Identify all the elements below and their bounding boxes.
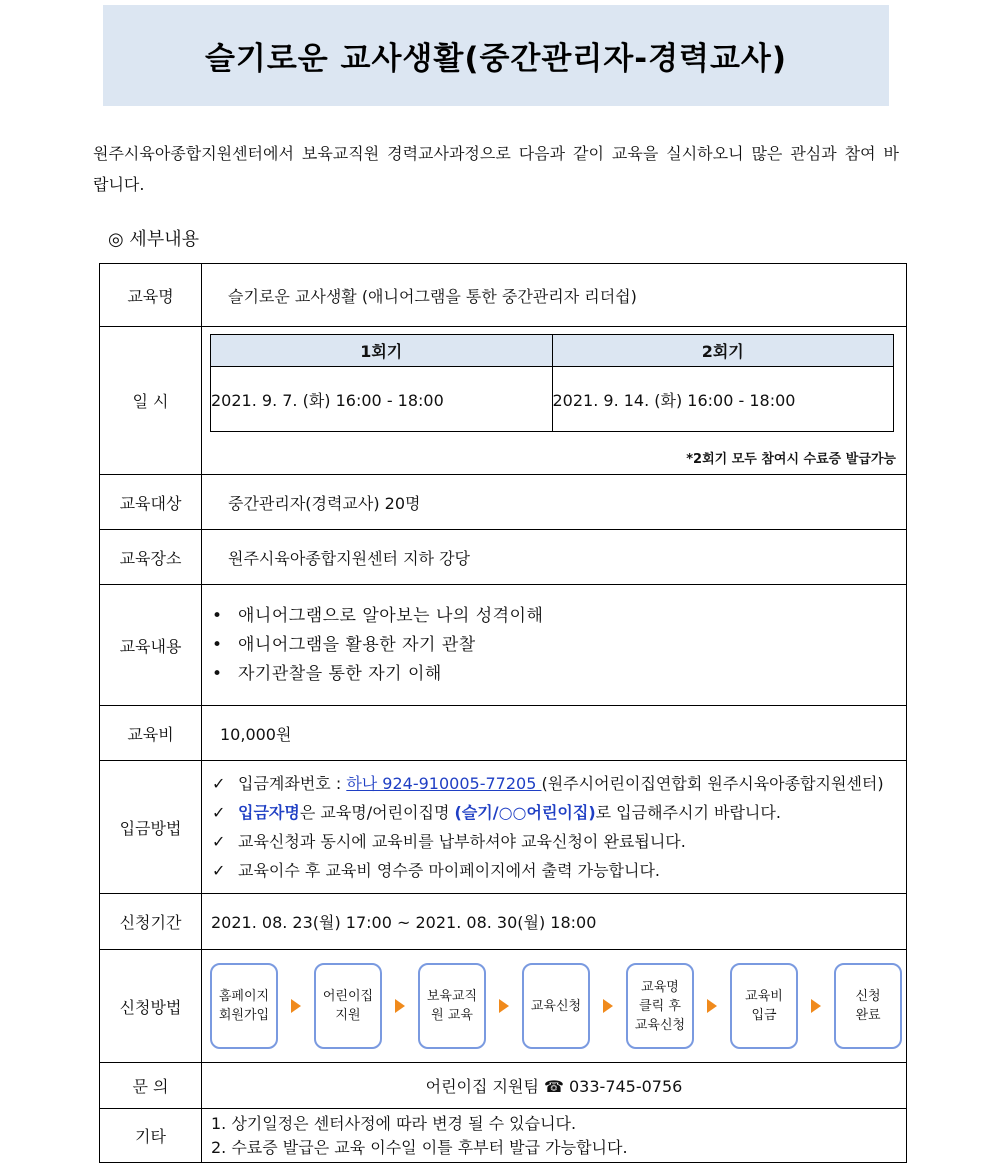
step-box: 홈페이지 회원가입 <box>210 963 278 1049</box>
label-target: 교육대상 <box>100 475 202 530</box>
row-payment <box>100 761 907 894</box>
depositor-text: 은 교육명/어린이집명 <box>299 803 455 822</box>
row-course-name <box>100 264 907 327</box>
etc-line-1: 1. 상기일정은 센터사정에 따라 변경 될 수 있습니다. <box>211 1113 577 1133</box>
step-box: 교육비 입금 <box>730 963 798 1049</box>
check-icon: ✓ <box>212 861 226 880</box>
label-course-name: 교육명 <box>100 264 202 327</box>
account-holder: (원주시어린이집연합회 원주시육아종합지원센터) <box>541 774 884 793</box>
check-icon: ✓ <box>212 803 226 822</box>
list-item <box>212 856 906 885</box>
step-box: 어린이집 지원 <box>314 963 382 1049</box>
value-contact: 어린이집 지원팀 ☎ 033-745-0756 <box>202 1063 907 1109</box>
row-contact <box>100 1063 907 1109</box>
check-icon: ✓ <box>212 774 226 793</box>
row-etc <box>100 1109 907 1163</box>
row-place <box>100 530 907 585</box>
depositor-suffix: 로 입금해주시기 바랍니다. <box>595 803 781 822</box>
label-content: 교육내용 <box>100 585 202 706</box>
arrow-right-icon <box>590 965 626 1047</box>
list-item: • 애니어그램으로 알아보는 나의 성격이해 <box>212 602 906 631</box>
label-method: 신청방법 <box>100 950 202 1063</box>
session2-date: 2021. 9. 14. (화) 16:00 - 18:00 <box>552 367 894 432</box>
list-item <box>212 798 906 827</box>
step-box: 교육명 클릭 후 교육신청 <box>626 963 694 1049</box>
application-flow <box>202 963 906 1049</box>
payment-note: 교육신청과 동시에 교육비를 납부하셔야 교육신청이 완료됩니다. <box>238 832 686 851</box>
label-fee: 교육비 <box>100 706 202 761</box>
details-table <box>99 263 907 1163</box>
row-schedule <box>100 327 907 475</box>
row-content <box>100 585 907 706</box>
etc-line-2: 2. 수료증 발급은 교육 이수일 이틀 후부터 발급 가능합니다. <box>211 1137 628 1157</box>
arrow-right-icon <box>486 965 522 1047</box>
arrow-right-icon <box>382 965 418 1047</box>
check-icon: ✓ <box>212 832 226 851</box>
row-fee <box>100 706 907 761</box>
label-schedule: 일 시 <box>100 327 202 475</box>
label-payment: 입금방법 <box>100 761 202 894</box>
session2-header: 2회기 <box>552 335 894 367</box>
value-target: 중간관리자(경력교사) 20명 <box>228 493 421 513</box>
section-heading: ◎ 세부내용 <box>108 229 199 250</box>
step-box: 신청 완료 <box>834 963 902 1049</box>
value-fee: 10,000원 <box>220 724 292 744</box>
label-place: 교육장소 <box>100 530 202 585</box>
arrow-right-icon <box>278 965 314 1047</box>
intro-text: 원주시육아종합지원센터에서 보육교직원 경력교사과정으로 다음과 같이 교육을 실시하오니 많은 관심과 참여 바랍니다. <box>93 144 899 194</box>
value-course-name: 슬기로운 교사생활 (애니어그램을 통한 중간관리자 리더쉽) <box>228 286 637 306</box>
content-list <box>202 602 906 689</box>
account-label: 입금계좌번호 : <box>238 774 347 793</box>
row-target <box>100 475 907 530</box>
title-banner <box>103 5 889 106</box>
list-item: • 애니어그램을 활용한 자기 관찰 <box>212 631 906 660</box>
step-box: 교육신청 <box>522 963 590 1049</box>
depositor-example: (슬기/○○어린이집) <box>454 803 596 822</box>
label-period: 신청기간 <box>100 894 202 950</box>
list-item: • 자기관찰을 통한 자기 이해 <box>212 660 906 689</box>
list-item <box>212 827 906 856</box>
value-place: 원주시육아종합지원센터 지하 강당 <box>228 548 471 568</box>
certificate-note: *2회기 모두 참여시 수료증 발급가능 <box>686 452 896 467</box>
schedule-table <box>210 334 894 432</box>
list-item <box>212 769 906 798</box>
label-etc: 기타 <box>100 1109 202 1163</box>
row-method <box>100 950 907 1063</box>
page-title: 슬기로운 교사생활(중간관리자-경력교사) <box>204 41 788 77</box>
row-period <box>100 894 907 950</box>
label-contact: 문 의 <box>100 1063 202 1109</box>
depositor-name-label: 입금자명 <box>238 803 300 822</box>
account-number: 하나 924-910005-77205 <box>346 774 542 793</box>
payment-list <box>202 769 906 885</box>
receipt-note: 교육이수 후 교육비 영수증 마이페이지에서 출력 가능합니다. <box>238 861 661 880</box>
session1-header: 1회기 <box>211 335 553 367</box>
arrow-right-icon <box>798 965 834 1047</box>
arrow-right-icon <box>694 965 730 1047</box>
value-period: 2021. 08. 23(월) 17:00 ~ 2021. 08. 30(월) 18:00 <box>211 913 597 932</box>
session1-date: 2021. 9. 7. (화) 16:00 - 18:00 <box>211 367 553 432</box>
step-box: 보육교직 원 교육 <box>418 963 486 1049</box>
